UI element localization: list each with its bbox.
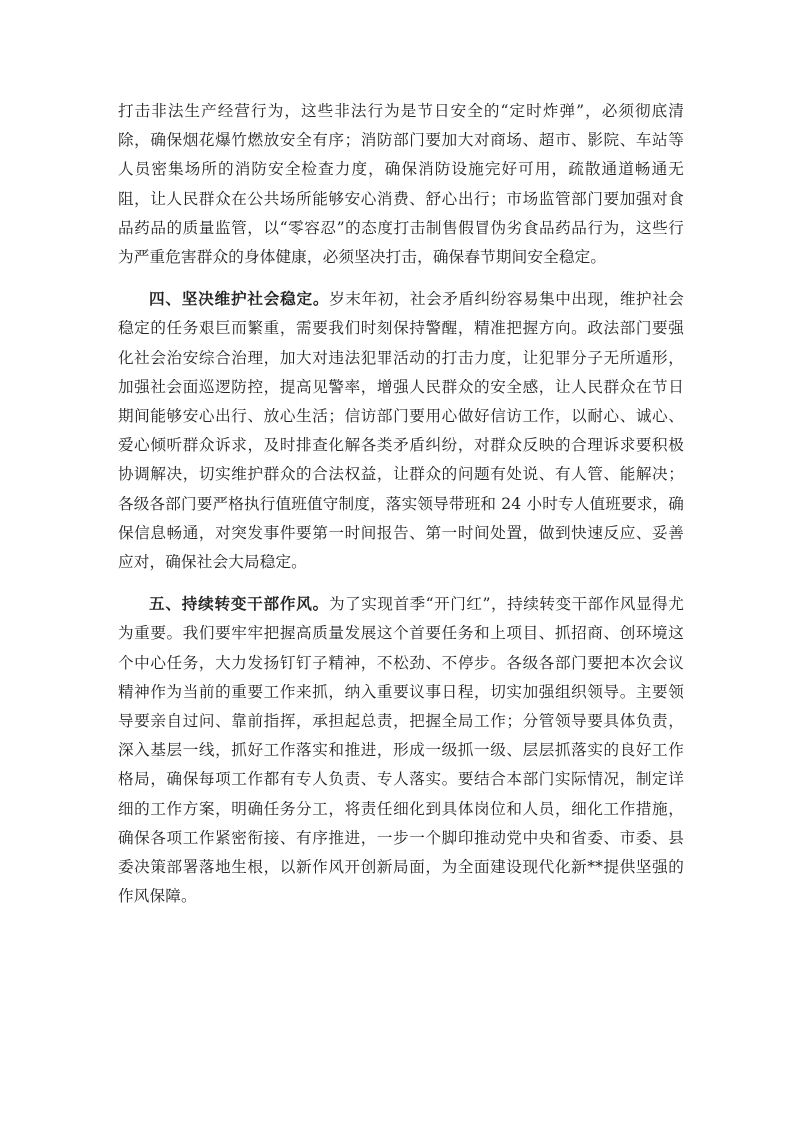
- document-page: [118, 97, 684, 924]
- paragraph-continuation: [118, 97, 684, 272]
- paragraph-text: 打击非法生产经营行为，这些非法行为是节日安全的“定时炸弹”，必须彻底清除，确保烟花爆竹燃放安全有序；消防部门要加大对商场、超市、影院、车站等人员密集场所的消防安全检查力度，确保消防设施完好可用，疏散通道畅通无阻，让人民群众在公共场所能够安心消费、舒心出行；市场监管部门要加强对食品药品的质量监管，以“零容忍”的态度打击制售假冒伪劣食品药品行为，这些行为严重危害群众的身体健康，必须坚决打击，确保春节期间安全稳定。: [118, 102, 684, 267]
- section-heading: 四、坚决维护社会稳定。: [149, 290, 330, 309]
- section-heading: 五、持续转变干部作风。: [149, 595, 329, 614]
- paragraph-text: 为了实现首季“开门红”，持续转变干部作风显得尤为重要。我们要牢牢把握高质量发展这个首要任务和上项目、抓招商、创环境这个中心任务，大力发扬钉钉子精神，不松劲、不停步。各级各部门要把本次会议精神作为当前的重要工作来抓，纳入重要议事日程，切实加强组织领导。主要领导要亲自过问、靠前指挥，承担起总责，把握全局工作；分管领导要具体负责，深入基层一线，抓好工作落实和推进，形成一级抓一级、层层抓落实的良好工作格局，确保每项工作都有专人负责、专人落实。要结合本部门实际情况，制定详细的工作方案，明确任务分工，将责任细化到具体岗位和人员，细化工作措施，确保各项工作紧密衔接、有序推进，一步一个脚印推动党中央和省委、市委、县委决策部署落地生根，以新作风开创新局面，为全面建设现代化新**提供坚强的作风保障。: [118, 595, 684, 906]
- paragraph-section-five: [118, 590, 684, 911]
- paragraph-section-four: [118, 285, 684, 577]
- paragraph-text: 岁末年初，社会矛盾纠纷容易集中出现，维护社会稳定的任务艰巨而繁重，需要我们时刻保持警醒，精准把握方向。政法部门要强化社会治安综合治理，加大对违法犯罪活动的打击力度，让犯罪分子无所遁形，加强社会面巡逻防控，提高见警率，增强人民群众的安全感，让人民群众在节日期间能够安心出行、放心生活；信访部门要用心做好信访工作，以耐心、诚心、爱心倾听群众诉求，及时排查化解各类矛盾纠纷，对群众反映的合理诉求要积极协调解决，切实维护群众的合法权益，让群众的问题有处说、有人管、能解决；各级各部门要严格执行值班值守制度，落实领导带班和 24 小时专人值班要求，确保信息畅通，对突发事件要第一时间报告、第一时间处置，做到快速反应、妥善应对，确保社会大局稳定。: [118, 290, 684, 572]
